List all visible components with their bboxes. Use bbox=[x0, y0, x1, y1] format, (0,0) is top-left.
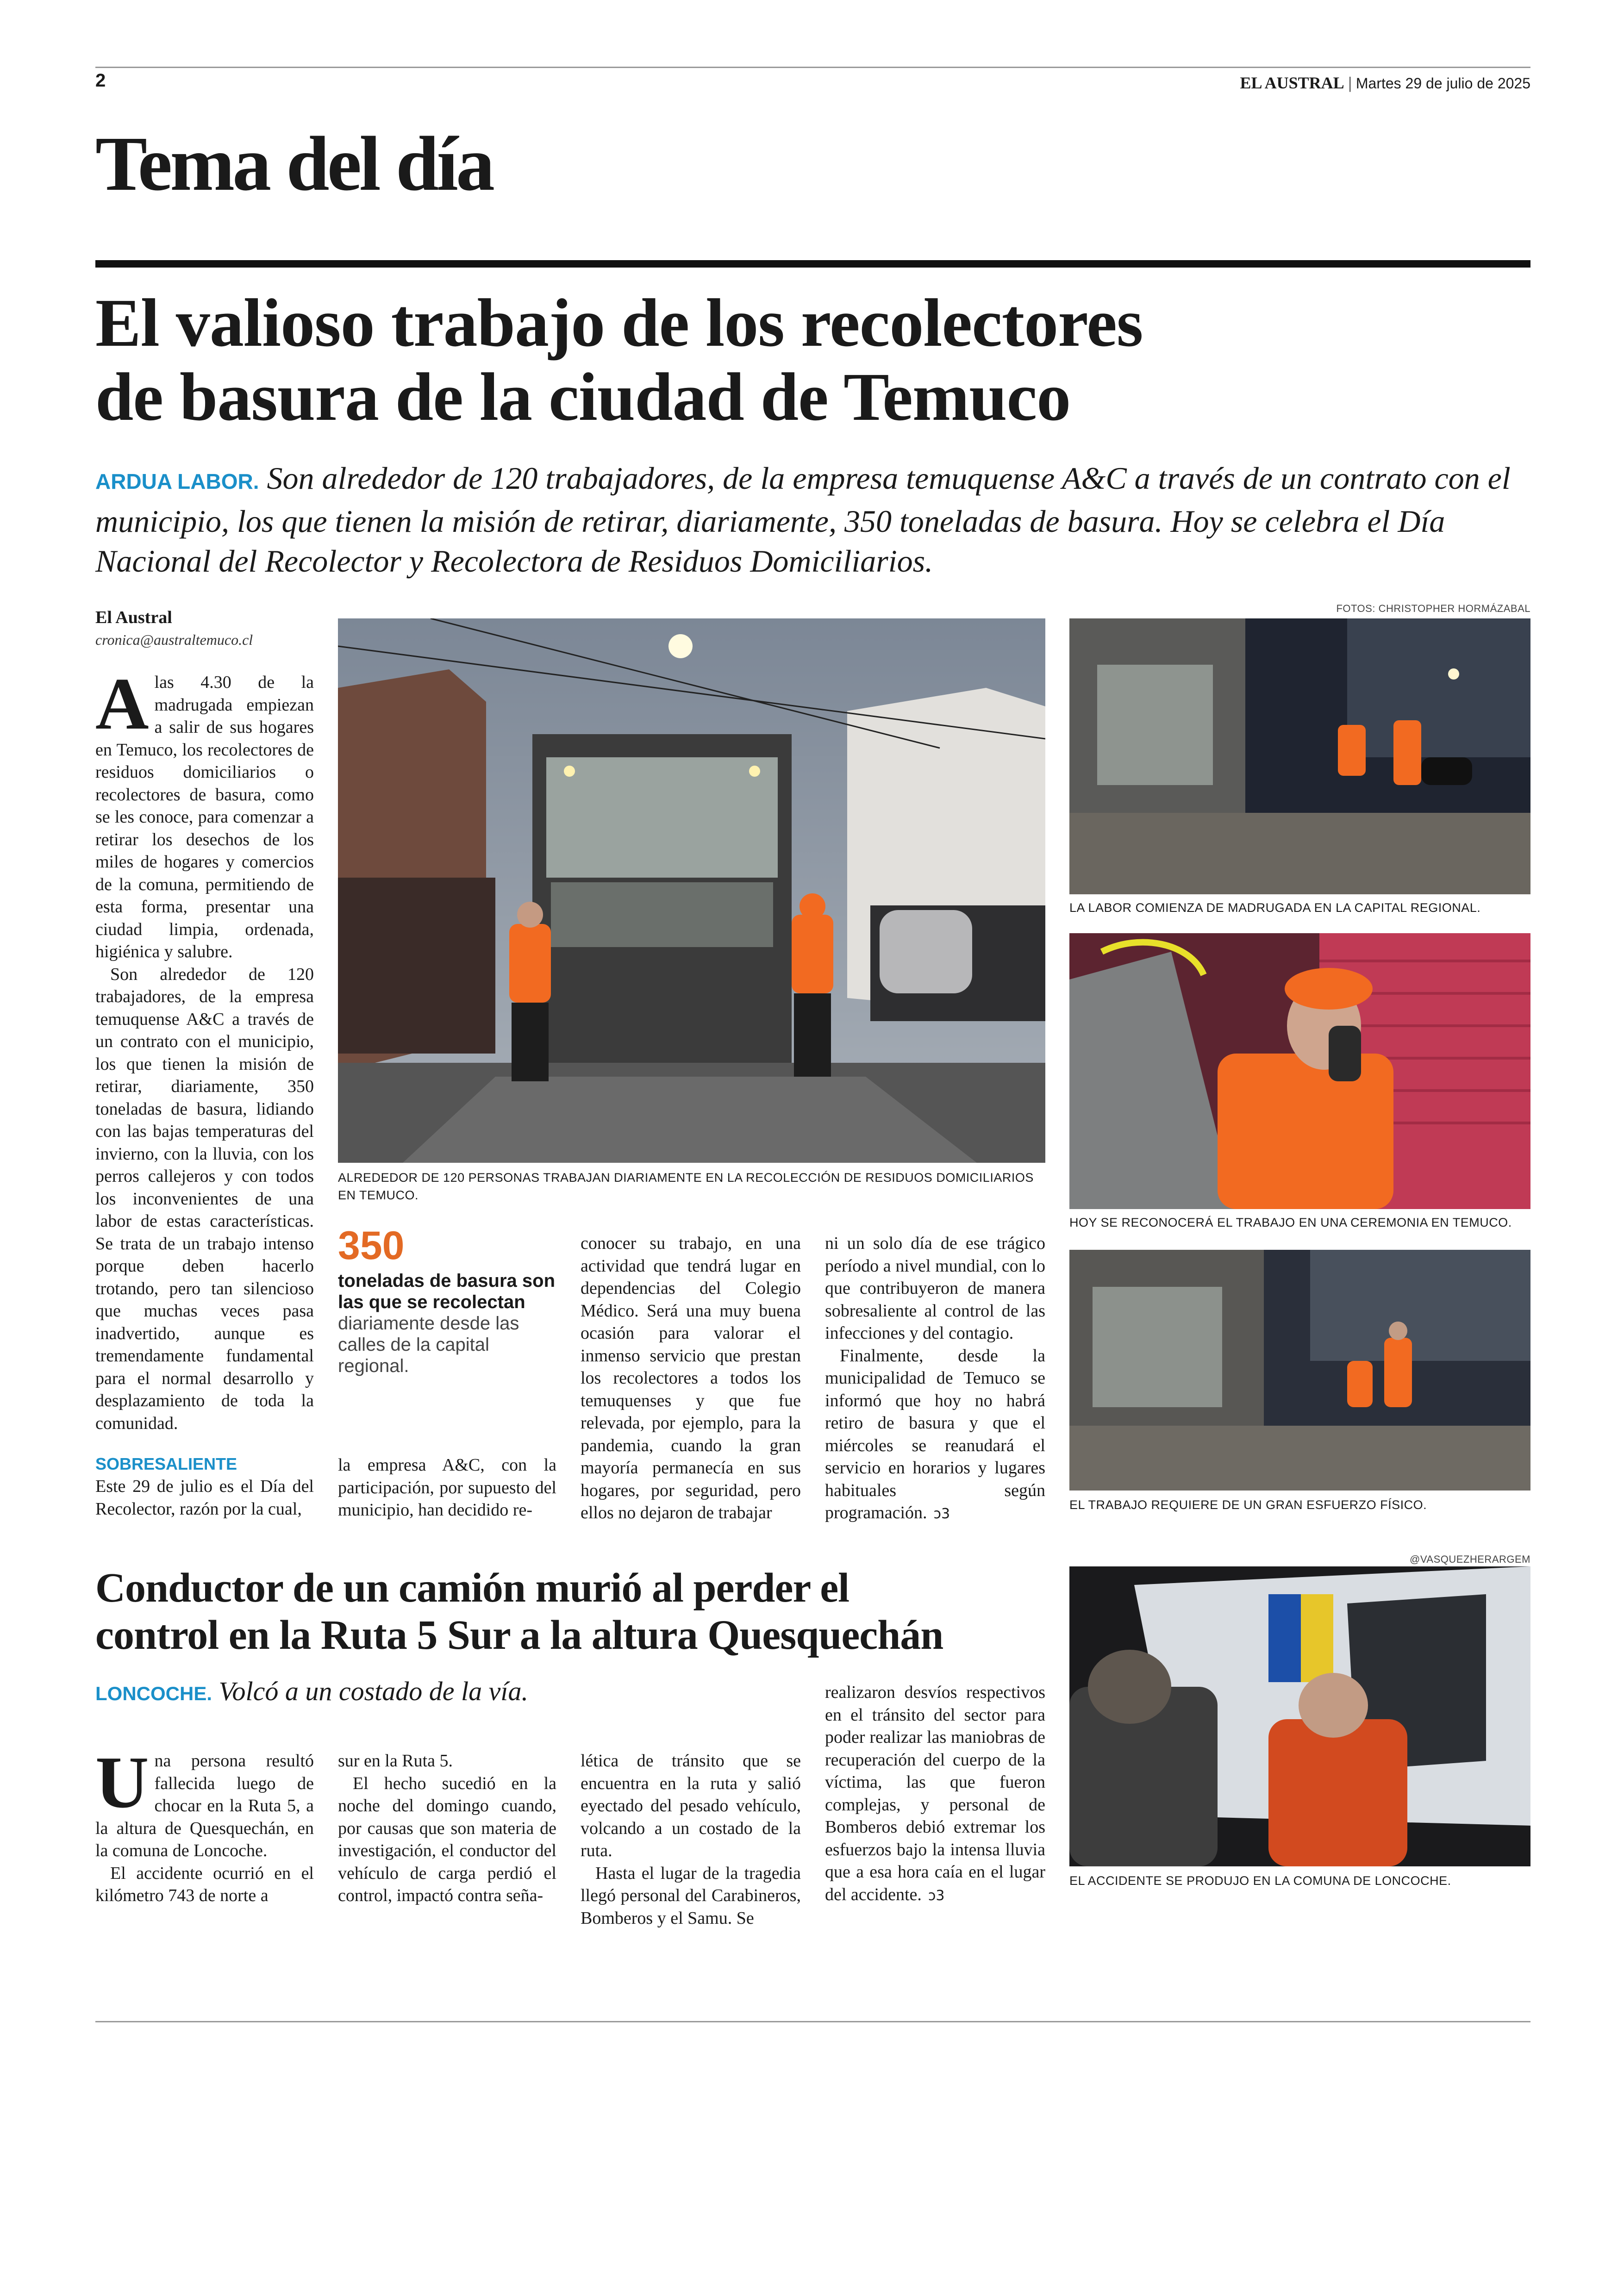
side-photo-2-worker-portrait bbox=[1069, 933, 1530, 1209]
main-kicker: ARDUA LABOR. bbox=[95, 469, 259, 493]
main-column-3 bbox=[581, 1232, 801, 1524]
byline bbox=[95, 607, 253, 649]
main-col4-paragraph-2: Finalmente, desde la municipalidad de Temuco se informó que hoy no habrá retiro de basura y que el miércoles se reanudará el servicio en horarios y lugares habituales según programación. ↄ3 bbox=[825, 1346, 1045, 1522]
main-headline bbox=[95, 286, 1143, 434]
second-end-mark-icon: ↄ3 bbox=[928, 1887, 945, 1904]
main-column-2 bbox=[338, 1454, 556, 1522]
main-column-1 bbox=[95, 662, 314, 1520]
main-col1-paragraph-1: las 4.30 de la madrugada empiezan a salir de sus hogares en Temuco, los recolectores de residuos domiciliarios o recolectores de basura, como se les conoce, para comenzar a retirar los desechos de los miles de hogares y comercios de la comuna, permitiendo de esta forma, presentar una ciudad limpia, ordenada, higiénica y salubre. bbox=[95, 673, 314, 961]
section-title: Tema del día bbox=[95, 121, 493, 207]
main-photo-garbage-truck bbox=[338, 618, 1045, 1163]
issue-date: Martes 29 de julio de 2025 bbox=[1355, 75, 1530, 92]
second-photo-caption: EL ACCIDENTE SE PRODUJO EN LA COMUNA DE LONCOCHE. bbox=[1069, 1874, 1451, 1888]
second-col4-text: realizaron desvíos respectivos en el tránsito del sector para poder realizar las maniobras de recuperación del cuerpo de la víctima, las que fueron complejas, y personal de Bomberos debió extremar los esfuerzos bajo la intensa lluvia que a esa hora caía en el lugar del accidente. bbox=[825, 1683, 1045, 1904]
dropcap: A bbox=[95, 662, 149, 745]
second-column-2 bbox=[338, 1750, 556, 1907]
main-photo-caption: ALREDEDOR DE 120 PERSONAS TRABAJAN DIARIAMENTE EN LA RECOLECCIÓN DE RESIDUOS DOMICILIARIOS EN TEMUCO. bbox=[338, 1171, 1034, 1202]
second-column-1 bbox=[95, 1741, 314, 1907]
second-col1-paragraph-1: na persona resultó fallecida luego de chocar en la Ruta 5, a la altura de Quesquechán, en la comuna de Loncoche. bbox=[95, 1751, 314, 1860]
second-col1-paragraph-2: El accidente ocurrió en el kilómetro 743 de norte a bbox=[95, 1863, 314, 1905]
second-headline-line1: Conductor de un camión murió al perder el bbox=[95, 1565, 849, 1611]
footer-rule bbox=[95, 2021, 1530, 2022]
main-headline-line1: El valioso trabajo de los recolectores bbox=[95, 285, 1143, 361]
main-photo-credit: FOTOS: CHRISTOPHER HORMÁZABAL bbox=[1336, 603, 1530, 614]
side-caption-3: EL TRABAJO REQUIERE DE UN GRAN ESFUERZO FÍSICO. bbox=[1069, 1498, 1427, 1512]
second-col3-paragraph-2: Hasta el lugar de la tragedia llegó personal del Carabineros, Bomberos y el Samu. Se bbox=[581, 1863, 801, 1928]
second-col2-paragraph-1: sur en la Ruta 5. bbox=[338, 1751, 453, 1771]
publication-name: EL AUSTRAL bbox=[1240, 74, 1344, 92]
stat-light-text: diariamente desde las calles de la capital regional. bbox=[338, 1313, 519, 1376]
second-headline bbox=[95, 1565, 943, 1659]
main-col1-paragraph-2: Son alrededor de 120 trabajadores, de la empresa temuquense A&C a través de un contrato con el municipio, los que tienen la misión de retirar, diariamente, 350 toneladas de basura, lidiando con las bajas temperaturas del invierno, con la lluvia, con los perros callejeros y con todos los inconvenientes de una labor de estas características. Se trata de un trabajo intenso porque deben hacerlo trotando, pero tan silencioso que muchas veces pasa inadvertido, aunque es tremendamente fundamental para el normal desarrollo y desplazamiento de toda la comunidad. bbox=[95, 964, 314, 1433]
side-photo-3-physical-effort bbox=[1069, 1250, 1530, 1491]
second-column-3 bbox=[581, 1750, 801, 1929]
second-col2-paragraph-2: El hecho sucedió en la noche del domingo cuando, por causas que son materia de investigación, el conductor del vehículo de carga perdió el control, impactó contra seña- bbox=[338, 1773, 556, 1905]
header-separator: | bbox=[1348, 74, 1352, 92]
second-kicker: LONCOCHE. bbox=[95, 1683, 212, 1704]
header-publication-line bbox=[1240, 73, 1530, 93]
garbage-truck-illustration bbox=[338, 618, 1045, 1163]
side-photo-1-night-collection bbox=[1069, 618, 1530, 894]
stat-bold-text: toneladas de basura son las que se recolectan bbox=[338, 1271, 556, 1312]
second-photo-credit: @VASQUEZHERARGEM bbox=[1410, 1553, 1530, 1565]
main-deck-text: Son alrededor de 120 trabajadores, de la empresa temuquense A&C a través de un contrato con el municipio, los que tienen la misión de retirar, diariamente, 350 toneladas de basura. Hoy se celebra el Día Nacional del Recolector y Recolectora de Residuos Domiciliarios. bbox=[95, 461, 1511, 579]
second-photo-overturned-truck bbox=[1069, 1566, 1530, 1866]
second-headline-line2: control en la Ruta 5 Sur a la altura Quesquechán bbox=[95, 1612, 943, 1658]
second-deck-text: Volcó a un costado de la vía. bbox=[219, 1676, 529, 1706]
main-col4-paragraph-1: ni un solo día de ese trágico período a nivel mundial, con lo que contribuyeron de manera sobresaliente al control de las infecciones y del contagio. bbox=[825, 1234, 1045, 1343]
second-col3-paragraph-1: lética de tránsito que se encuentra en la ruta y salió eyectado del pesado vehículo, volcando a un costado de la ruta. bbox=[581, 1751, 801, 1860]
main-headline-line2: de basura de la ciudad de Temuco bbox=[95, 359, 1071, 435]
main-deck bbox=[95, 458, 1530, 581]
main-col1-paragraph-3: Este 29 de julio es el Día del Recolector, razón por la cual, bbox=[95, 1477, 314, 1519]
author-email: cronica@australtemuco.cl bbox=[95, 631, 253, 648]
main-col2-text: la empresa A&C, con la participación, por supuesto del municipio, han decidido re- bbox=[338, 1455, 556, 1520]
main-subhead: SOBRESALIENTE bbox=[95, 1454, 237, 1473]
header-rule bbox=[95, 67, 1530, 68]
stat-number: 350 bbox=[338, 1223, 405, 1268]
stat-box bbox=[338, 1223, 556, 1377]
main-col3-text: conocer su trabajo, en una actividad que tendrá lugar en dependencias del Colegio Médico. Será una muy buena ocasión para valorar el inmenso servicio que prestan los recolectores a todos los temuquenses y que fue relevada, por ejemplo, para la pandemia, cuando la gran mayoría permanecía en sus hogares, por seguridad, pero ellos no dejaron de trabajar bbox=[581, 1234, 801, 1522]
second-dropcap: U bbox=[95, 1741, 149, 1823]
main-column-4 bbox=[825, 1232, 1045, 1526]
side-caption-1: LA LABOR COMIENZA DE MADRUGADA EN LA CAPITAL REGIONAL. bbox=[1069, 901, 1481, 915]
end-mark-icon: ↄ3 bbox=[933, 1506, 950, 1522]
section-rule bbox=[95, 260, 1530, 268]
second-deck bbox=[95, 1676, 528, 1707]
page-number: 2 bbox=[95, 70, 106, 91]
second-column-4 bbox=[825, 1681, 1045, 1907]
stat-text bbox=[338, 1270, 556, 1377]
author-name: El Austral bbox=[95, 608, 172, 627]
side-caption-2: HOY SE RECONOCERÁ EL TRABAJO EN UNA CEREMONIA EN TEMUCO. bbox=[1069, 1216, 1512, 1229]
